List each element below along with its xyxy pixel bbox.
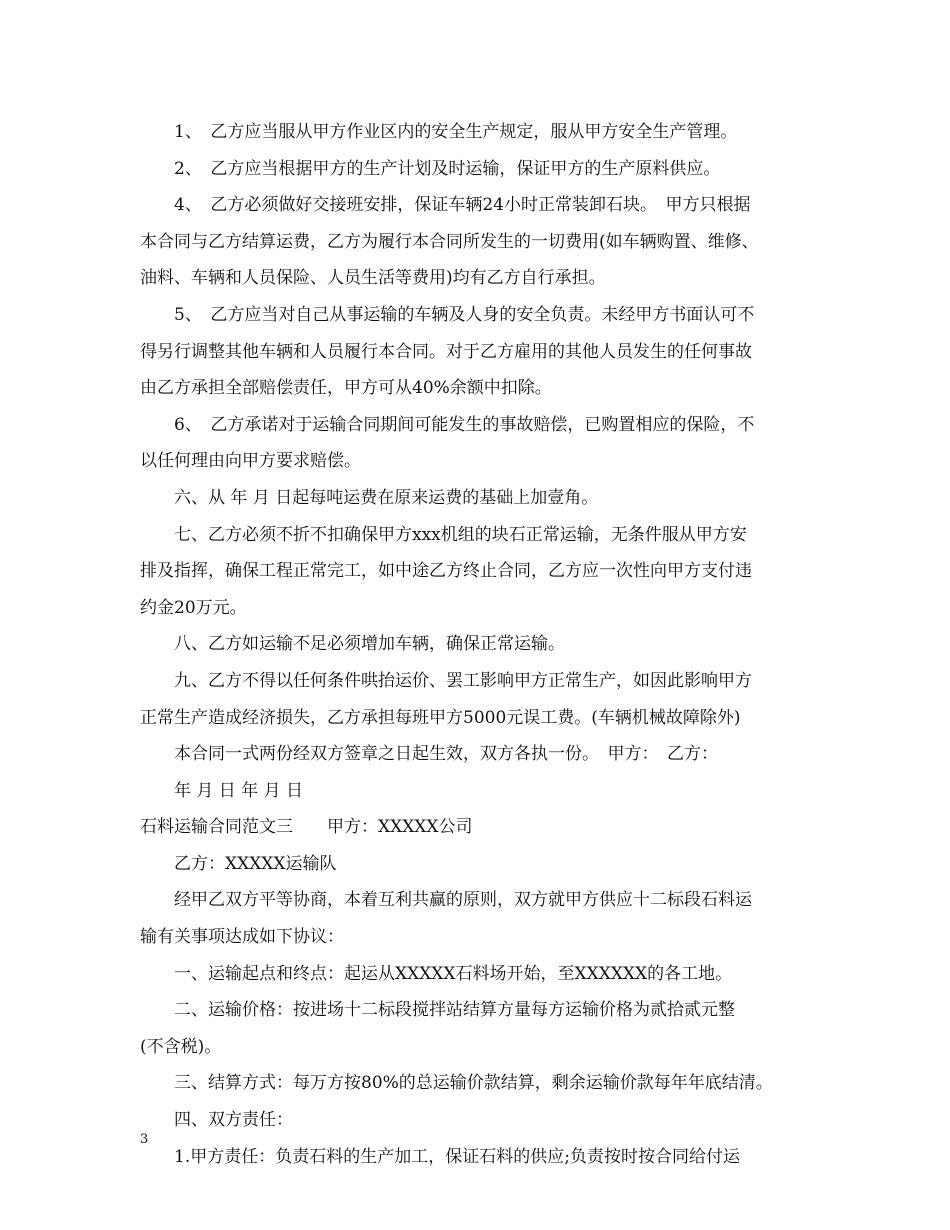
text-line: 七、乙方必须不折不扣确保甲方xxx机组的块石正常运输，无条件服从甲方安 <box>174 524 747 545</box>
text-line: 年 月 日 年 月 日 <box>174 780 304 801</box>
text-line: 6、 乙方承诺对于运输合同期间可能发生的事故赔偿，已购置相应的保险，不 <box>174 414 755 435</box>
text-line: 四、双方责任： <box>174 1110 293 1131</box>
text-line: 排及指挥，确保工程正常完工，如中途乙方终止合同，乙方应一次性向甲方支付违 <box>140 561 752 582</box>
text-line: 本合同一式两份经双方签章之日起生效，双方各执一份。 甲方： 乙方： <box>174 744 718 765</box>
text-line: 输有关事项达成如下协议： <box>140 927 344 948</box>
text-line: 油料、车辆和人员保险、人员生活等费用)均有乙方自行承担。 <box>140 268 606 289</box>
text-line: 乙方：XXXXX运输队 <box>174 853 337 874</box>
page-number: 3 <box>140 1132 149 1147</box>
text-line: 得另行调整其他车辆和人员履行本合同。对于乙方雇用的其他人员发生的任何事故 <box>140 341 752 362</box>
text-line: (不含税)。 <box>140 1036 222 1057</box>
text-line: 由乙方承担全部赔偿责任，甲方可从40%余额中扣除。 <box>140 378 552 399</box>
text-line: 正常生产造成经济损失，乙方承担每班甲方5000元误工费。(车辆机械故障除外) <box>140 707 741 728</box>
text-line: 二、运输价格：按进场十二标段搅拌站结算方量每方运输价格为贰拾贰元整 <box>174 1000 735 1021</box>
text-line: 4、 乙方必须做好交接班安排，保证车辆24小时正常装卸石块。 甲方只根据 <box>174 195 751 216</box>
text-line: 石料运输合同范文三 甲方：XXXXX公司 <box>140 817 473 838</box>
text-line: 以任何理由向甲方要求赔偿。 <box>140 451 361 472</box>
text-line: 约金20万元。 <box>140 597 247 618</box>
text-line: 一、运输起点和终点：起运从XXXXX石料场开始，至XXXXXX的各工地。 <box>174 963 733 984</box>
text-line: 1.甲方责任：负责石料的生产加工，保证石料的供应;负责按时按合同给付运 <box>174 1146 740 1167</box>
text-line: 经甲乙双方平等协商，本着互利共赢的原则，双方就甲方供应十二标段石料运 <box>174 890 752 911</box>
text-line: 本合同与乙方结算运费，乙方为履行本合同所发生的一切费用(如车辆购置、维修、 <box>140 231 759 252</box>
text-line: 九、乙方不得以任何条件哄抬运价、罢工影响甲方正常生产，如因此影响甲方 <box>174 670 752 691</box>
text-line: 八、乙方如运输不足必须增加车辆，确保正常运输。 <box>174 634 565 655</box>
document-body <box>140 114 830 1175</box>
text-line: 5、 乙方应当对自己从事运输的车辆及人身的安全负责。未经甲方书面认可不 <box>174 304 755 325</box>
text-line: 三、结算方式：每万方按80%的总运输价款结算，剩余运输价款每年年底结清。 <box>174 1073 773 1094</box>
text-line: 1、 乙方应当服从甲方作业区内的安全生产规定，服从甲方安全生产管理。 <box>174 122 738 142</box>
text-line: 2、 乙方应当根据甲方的生产计划及时运输，保证甲方的生产原料供应。 <box>174 158 721 179</box>
text-line: 六、从 年 月 日起每吨运费在原来运费的基础上加壹角。 <box>174 487 599 508</box>
